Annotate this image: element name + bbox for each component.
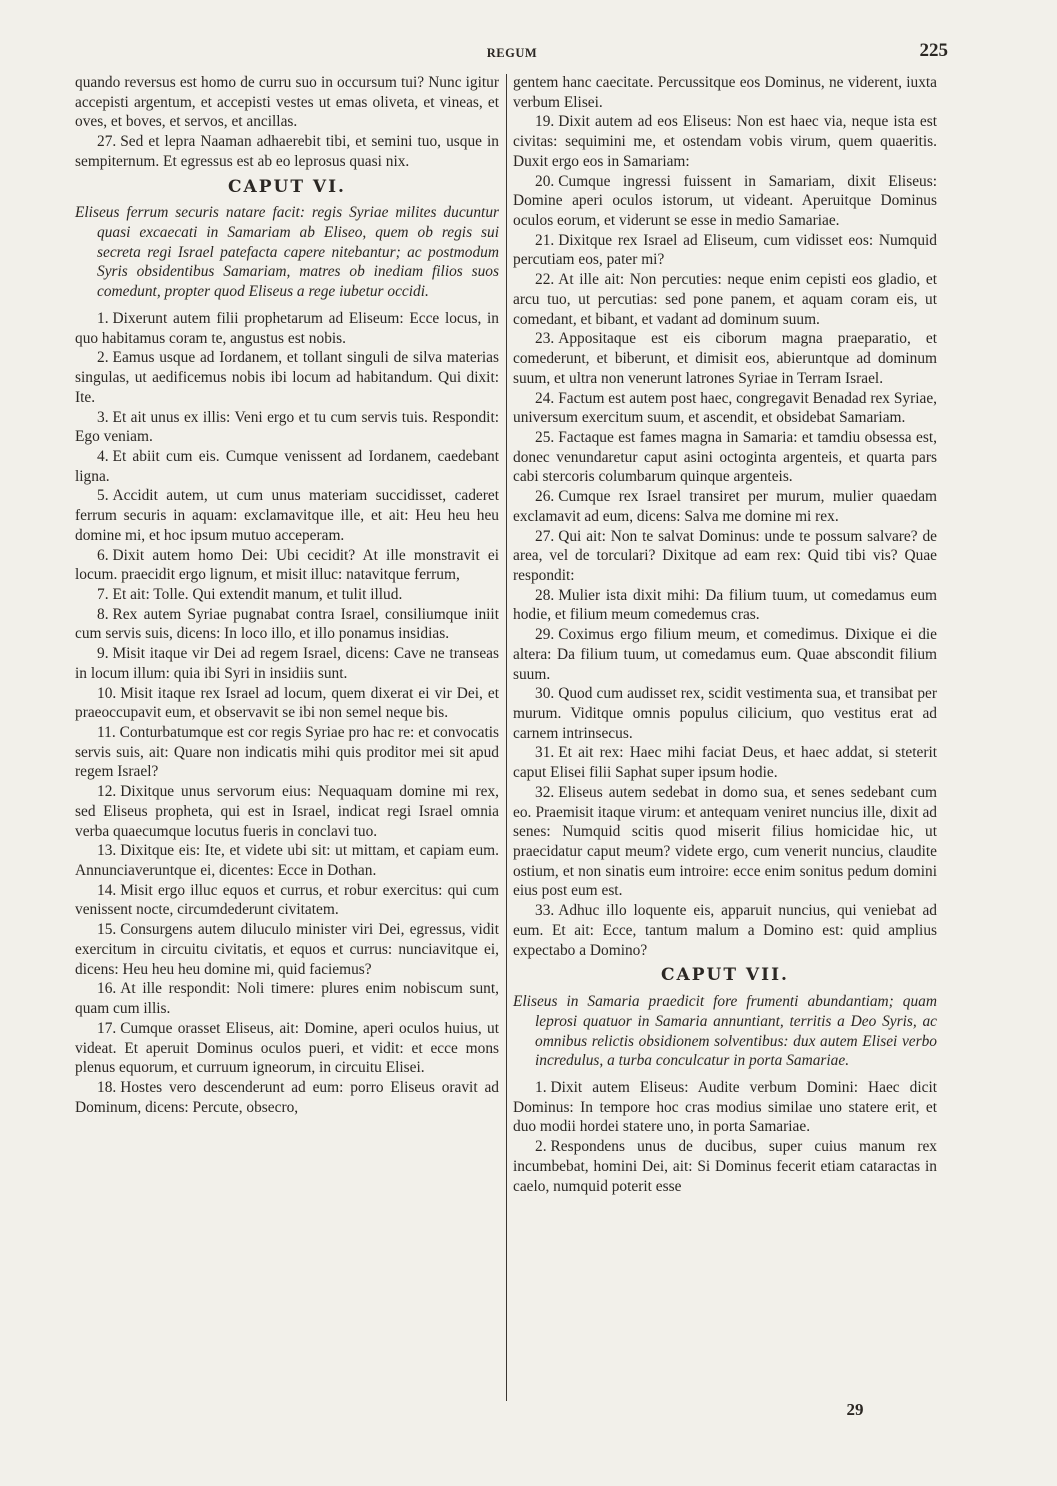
- verse-number: 27.: [535, 527, 555, 545]
- verse: [75, 1078, 499, 1117]
- verse-number: 15.: [97, 921, 117, 939]
- verse: [75, 920, 499, 979]
- signature-mark: 29: [846, 1400, 864, 1419]
- verse: [75, 132, 499, 171]
- verse: [513, 743, 937, 782]
- paragraph-text: Eliseus ferrum securis natare facit: regis Syriae milites ducuntur quasi excaecati in Samariam ab Eliseo, quem ob regis sui secreta regi Israel patefacta capere nitebantur; ac postmodum Syris obsidentibus Samariam, matres ob inediam filios suos comedunt, propter quod Eliseus a rege iubetur occidi.: [75, 204, 499, 301]
- paragraph-text: Dixerunt autem filii prophetarum ad Eliseum: Ecce locus, in quo habitamus coram te, angustus est nobis.: [75, 309, 499, 347]
- paragraph-text: Dixitque rex Israel ad Eliseum, cum vidisset eos: Numquid percutiam eos, pater mi?: [513, 231, 937, 269]
- verse-number: 25.: [535, 428, 555, 446]
- right-column: [513, 73, 937, 1196]
- paragraph-text: Hostes vero descenderunt ad eum: porro Eliseus oravit ad Dominum, dicens: Percute, obsecro,: [75, 1078, 499, 1116]
- verse-number: 26.: [535, 488, 555, 506]
- paragraph-text: Misit itaque vir Dei ad regem Israel, dicens: Cave ne transeas in locum illum: quia ibi Syri in insidiis sunt.: [75, 645, 499, 682]
- verse: [513, 1137, 937, 1196]
- verse-number: 1.: [535, 1078, 547, 1096]
- paragraph-text: Respondens unus de ducibus, super cuius manum rex incumbebat, homini Dei, ait: Si Dominus fecerit etiam cataractas in caelo, numquid poterit esse: [513, 1138, 937, 1195]
- paragraph-text: At ille respondit: Noli timere: plures enim nobiscum sunt, quam cum illis.: [75, 980, 499, 1018]
- verse-number: 22.: [535, 271, 555, 289]
- verse-number: 21.: [535, 231, 555, 249]
- paragraph-text: Sed et lepra Naaman adhaerebit tibi, et semini tuo, usque in sempiternum. Et egressus est ab eo leprosus quasi nix.: [75, 133, 499, 170]
- verse: [513, 172, 937, 231]
- verse-number: 23.: [535, 330, 555, 348]
- verse-number: 20.: [535, 172, 555, 190]
- verse: [513, 901, 937, 960]
- paragraph-text: Dixit autem ad eos Eliseus: Non est haec via, neque ista est civitas: sequimini me, et ostendam vobis virum, quem quaeritis. Duxit ergo eos in Samariam:: [513, 113, 937, 170]
- paragraph-text: quando reversus est homo de curru suo in occursum tui? Nunc igitur accepisti argentum, et accepisti vestes ut emas oliveta, et vineas, et oves, et boves, et servos, et ancillas.: [75, 74, 499, 131]
- verse-number: 3.: [97, 408, 109, 426]
- verse-number: 32.: [535, 783, 555, 801]
- verse: [75, 546, 499, 585]
- paragraph-text: Eliseus in Samaria praedicit fore frumenti abundantiam; quam leprosi quatuor in Samaria annuntiant, territis a Deo Syris, ac omnibus relictis obsidionem solventibus: dux autem Elisei verbo incredulus, a turba conculcatur in porta Samariae.: [513, 993, 937, 1070]
- verse-number: 2.: [535, 1138, 547, 1156]
- paragraph-text: Et ait: Tolle. Qui extendit manum, et tulit illud.: [112, 585, 403, 603]
- verse-number: 7.: [97, 585, 109, 603]
- verse: [75, 979, 499, 1018]
- paragraph-text: Dixitque eis: Ite, et videte ubi sit: ut mittam, et capiam eum. Annunciaveruntque ei, dicentes: Ecce in Dothan.: [75, 842, 499, 880]
- verse: [513, 270, 937, 329]
- verse: [75, 408, 499, 447]
- column-divider: [506, 74, 507, 1401]
- paragraph-text: Adhuc illo loquente eis, apparuit nuncius, qui veniebat ad eum. Et ait: Ecce, tantum malum a Domino est: quid amplius expectabo a Domino?: [513, 902, 937, 959]
- paragraph-text: Conturbatumque est cor regis Syriae pro hac re: et convocatis servis suis, ait: Quare non indicatis mihi quis proditor mei sit apud regem Israel?: [75, 724, 499, 781]
- paragraph-text: Cumque orasset Eliseus, ait: Domine, aperi oculos huius, ut videat. Et aperuit Dominus oculos pueri, et vidit: et ecce mons plenus equorum, et curruum igneorum, in circuitu Elisei.: [75, 1019, 499, 1077]
- verse: [513, 487, 937, 526]
- verse-number: 31.: [535, 744, 555, 762]
- verse: [75, 782, 499, 841]
- paragraph-text: Appositaque est eis ciborum magna praeparatio, et comederunt, et biberunt, et dimisit eos, abieruntque ad dominum suum, et ultra non venerunt latrones Syriae in Terram Israel.: [513, 330, 937, 387]
- verse: [75, 684, 499, 723]
- paragraph-text: Factaque est fames magna in Samaria: et tamdiu obsessa est, donec venundaretur caput asini octoginta argenteis, et quarta pars cabi stercoris columbarum quinque argenteis.: [513, 428, 937, 486]
- verse: [75, 348, 499, 407]
- continued-paragraph: [513, 73, 937, 112]
- verse-number: 16.: [97, 980, 117, 998]
- verse-number: 33.: [535, 902, 555, 920]
- verse: [513, 329, 937, 388]
- verse-number: 28.: [535, 586, 555, 604]
- paragraph-text: Mulier ista dixit mihi: Da filium tuum, ut comedamus eum hodie, et filium meum comedemus cras.: [513, 586, 937, 624]
- verse: [75, 723, 499, 782]
- continued-paragraph: [75, 73, 499, 132]
- chapter-heading: CAPUT VII.: [661, 965, 789, 986]
- running-title: REGUM: [486, 46, 538, 60]
- paragraph-text: Consurgens autem diluculo minister viri Dei, egressus, vidit exercitum in circuitu civitatis, et equos et currus: nunciavitque ei, dicens: Heu heu heu domine mi, quid faciemus?: [75, 921, 499, 978]
- paragraph-text: gentem hanc caecitate. Percussitque eos Dominus, ne viderent, iuxta verbum Elisei.: [513, 74, 937, 111]
- verse-number: 18.: [97, 1078, 117, 1096]
- verse-number: 12.: [97, 783, 117, 801]
- verse: [75, 309, 499, 348]
- verse-number: 1.: [97, 309, 109, 327]
- paragraph-text: Cumque ingressi fuissent in Samariam, dixit Eliseus: Domine aperi oculos istorum, ut videant. Aperuitque Dominus oculos eorum, et viderunt se esse in medio Samariae.: [513, 172, 937, 230]
- verse-number: 5.: [97, 487, 109, 505]
- verse-number: 13.: [97, 842, 117, 860]
- paragraph-text: Accidit autem, ut cum unus materiam succidisset, caderet ferrum securis in aquam: exclamavitque ille, et ait: Heu heu heu domine mi, et hoc ipsum mutuo acceperam.: [75, 487, 499, 544]
- verse-number: 17.: [97, 1019, 117, 1037]
- chapter-heading: CAPUT VI.: [228, 176, 346, 197]
- verse: [513, 231, 937, 270]
- verse-number: 9.: [97, 645, 109, 663]
- verse-number: 19.: [535, 113, 555, 131]
- paragraph-text: Dixitque unus servorum eius: Nequaquam domine mi rex, sed Eliseus propheta, qui est in Israel, indicat regi Israel omnia verba quaecumque locutus fueris in conclavi tuo.: [75, 783, 499, 840]
- verse-number: 10.: [97, 684, 117, 702]
- verse-number: 27.: [97, 133, 117, 151]
- verse: [513, 684, 937, 743]
- verse: [75, 447, 499, 486]
- paragraph-text: Et ait rex: Haec mihi faciat Deus, et haec addat, si steterit caput Elisei filii Saphat super ipsum hodie.: [513, 744, 937, 782]
- paragraph-text: Et ait unus ex illis: Veni ergo et tu cum servis tuis. Respondit: Ego veniam.: [75, 408, 499, 446]
- verse: [513, 527, 937, 586]
- verse-number: 14.: [97, 881, 117, 899]
- paragraph-text: Quod cum audisset rex, scidit vestimenta sua, et transibat per murum. Viditque omnis populus cilicium, quo vestitus erat ad carnem intrinsecus.: [513, 685, 937, 742]
- verse-number: 4.: [97, 447, 109, 465]
- paragraph-text: Misit itaque rex Israel ad locum, quem dixerat ei vir Dei, et praeoccupavit eum, et observavit se ibi non semel neque bis.: [75, 684, 499, 722]
- verse: [513, 586, 937, 625]
- verse-number: 6.: [97, 546, 109, 564]
- paragraph-text: Factum est autem post haec, congregavit Benadad rex Syriae, universum exercitum suum, et ascendit, et obsidebat Samariam.: [513, 389, 937, 427]
- verse-number: 30.: [535, 685, 555, 703]
- verse-number: 8.: [97, 605, 109, 623]
- paragraph-text: Dixit autem Eliseus: Audite verbum Domini: Haec dicit Dominus: In tempore hoc cras modius similae uno statere erit, et duo modii hordei statere uno, in porta Samariae.: [513, 1078, 937, 1136]
- paragraph-text: Dixit autem homo Dei: Ubi cecidit? At ille monstravit ei locum. praecidit ergo lignum, et misit illuc: natavitque ferrum,: [75, 546, 499, 584]
- left-column: [75, 73, 499, 1117]
- paragraph-text: Coximus ergo filium meum, et comedimus. Dixique ei die altera: Da filium tuum, ut comedamus eum. Quae abscondit filium suum.: [513, 626, 937, 683]
- verse: [75, 486, 499, 545]
- paragraph-text: Rex autem Syriae pugnabat contra Israel, consiliumque iniit cum servis suis, dicens: In loco illo, et illo ponamus insidias.: [75, 605, 499, 643]
- verse: [75, 841, 499, 880]
- verse: [513, 112, 937, 171]
- paragraph-text: Cumque rex Israel transiret per murum, mulier quaedam exclamavit ad eum, dicens: Salva me domine mi rex.: [513, 488, 937, 525]
- verse: [75, 605, 499, 644]
- verse: [513, 1078, 937, 1137]
- paragraph-text: Misit ergo illuc equos et currus, et robur exercitus: qui cum venissent nocte, circumdederunt civitatem.: [75, 881, 499, 919]
- paragraph-text: Eliseus autem sedebat in domo sua, et senes sedebant cum eo. Praemisit itaque virum: et antequam veniret nuncius ille, dixit ad senes: Numquid scitis quod miserit filius homicidae hic, ut praecidatur caput meum? videte ergo, cum venerit nuncius, claudite ostium, et non sinatis eum introire: ecce enim sonitus pedum domini eius post eum est.: [513, 783, 937, 900]
- paragraph-text: Eamus usque ad Iordanem, et tollant singuli de silva materias singulas, ut aedificemus nobis ibi locum ad habitandum. Qui dixit: Ite.: [75, 349, 499, 406]
- verse: [513, 783, 937, 901]
- verse-number: 29.: [535, 626, 555, 644]
- paragraph-text: Qui ait: Non te salvat Dominus: unde te possum salvare? de area, vel de torculari? Dixitque ad eam rex: Quid tibi vis? Quae respondit:: [513, 527, 937, 584]
- verse: [75, 644, 499, 683]
- verse: [513, 625, 937, 684]
- verse: [75, 585, 499, 605]
- verse: [75, 1019, 499, 1078]
- paragraph-text: Et abiit cum eis. Cumque venissent ad Iordanem, caedebant ligna.: [75, 447, 499, 485]
- verse-number: 24.: [535, 389, 555, 407]
- page-number: 225: [919, 40, 948, 61]
- verse-number: 2.: [97, 349, 109, 367]
- paragraph-text: At ille ait: Non percuties: neque enim cepisti eos gladio, et arcu tuo, ut percutias: sed pone panem, et aquam coram eis, ut comedant, et bibant, et vadant ad dominum suum.: [513, 271, 937, 328]
- chapter-summary: [75, 203, 499, 302]
- verse: [513, 428, 937, 487]
- verse-number: 11.: [97, 724, 116, 741]
- chapter-summary: [513, 992, 937, 1071]
- verse: [513, 389, 937, 428]
- verse: [75, 881, 499, 920]
